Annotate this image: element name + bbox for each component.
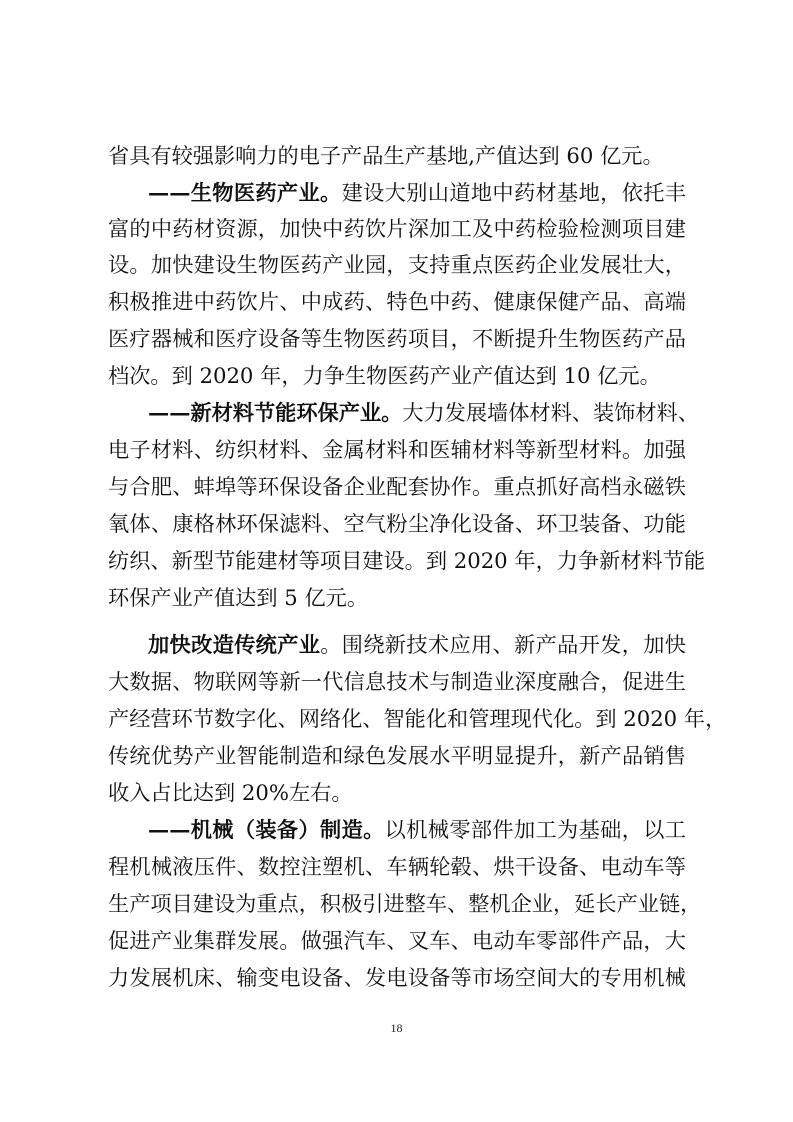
section-heading: 加快改造传统产业 (148, 632, 321, 657)
text-line: 纺织、新型节能建材等项目建设。到 2020 年，力争新材料节能 (108, 548, 706, 573)
text-line: 富的中药材资源，加快中药饮片深加工及中药检验检测项目建 (108, 216, 686, 241)
text-line: 程机械液压件、数控注塑机、车辆轮毂、烘干设备、电动车等 (108, 854, 686, 879)
section-heading-line: 加快改造传统产业。围绕新技术应用、新产品开发，加快 (148, 632, 686, 657)
section-heading: ——机械（装备）制造。 (148, 817, 385, 842)
text-line: 收入占比达到 20%左右。 (108, 780, 353, 805)
text-line: 省具有较强影响力的电子产品生产基地,产值达到 60 亿元。 (108, 143, 664, 168)
text-line: 积极推进中药饮片、中成药、特色中药、健康保健产品、高端 (108, 289, 686, 314)
text-line: 与合肥、蚌埠等环保设备企业配套协作。重点抓好高档永磁铁 (108, 474, 686, 499)
page-number: 18 (390, 1021, 403, 1035)
text-line: 生产项目建设为重点，积极引进整车、整机企业，延长产业链， (108, 891, 702, 916)
text-line: 氧体、康格林环保滤料、空气粉尘净化设备、环卫装备、功能 (108, 511, 686, 536)
text-line: 设。加快建设生物医药产业园，支持重点医药企业发展壮大， (108, 252, 686, 277)
section-heading-line: ——机械（装备）制造。以机械零部件加工为基础，以工 (148, 817, 686, 842)
text-line: 大数据、物联网等新一代信息技术与制造业深度融合，促进生 (108, 669, 686, 694)
text-line: 产经营环节数字化、网络化、智能化和管理现代化。到 2020 年， (108, 706, 727, 731)
text-line: 档次。到 2020 年，力争生物医药产业产值达到 10 亿元。 (108, 363, 661, 388)
text-line: 力发展机床、输变电设备、发电设备等市场空间大的专用机械 (108, 965, 686, 990)
text-line: 医疗器械和医疗设备等生物医药项目，不断提升生物医药产品 (108, 326, 686, 351)
text-line: 传统优势产业智能制造和绿色发展水平明显提升，新产品销售 (108, 743, 686, 768)
section-heading-line: ——新材料节能环保产业。大力发展墙体材料、装饰材料、 (148, 400, 699, 425)
text-line: 电子材料、纺织材料、金属材料和医辅材料等新型材料。加强 (108, 437, 686, 462)
section-heading-line: ——生物医药产业。建设大别山道地中药材基地，依托丰 (148, 180, 686, 205)
section-heading: ——新材料节能环保产业。 (148, 400, 403, 425)
text-line: 促进产业集群发展。做强汽车、叉车、电动车零部件产品，大 (108, 928, 686, 953)
section-heading: ——生物医药产业。 (148, 180, 342, 205)
text-line: 环保产业产值达到 5 亿元。 (108, 585, 369, 610)
